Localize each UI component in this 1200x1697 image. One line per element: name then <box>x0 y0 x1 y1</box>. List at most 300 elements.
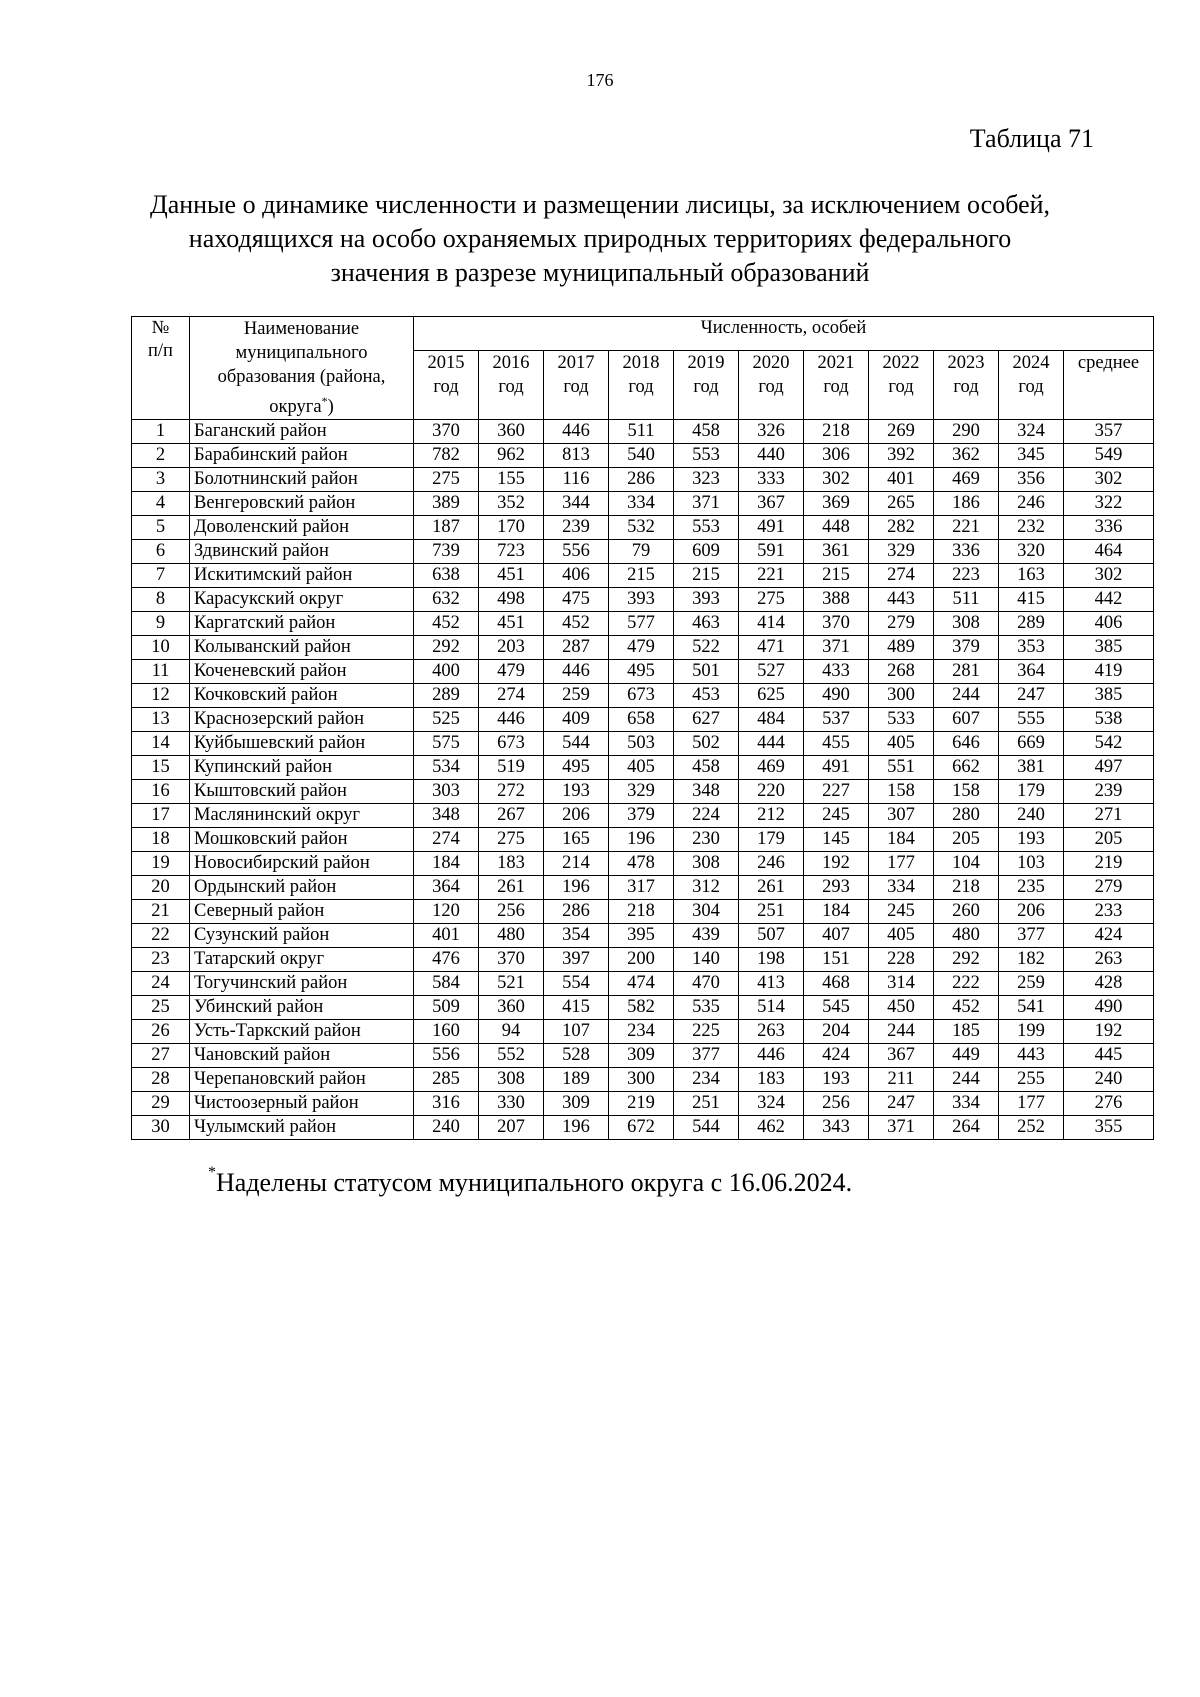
row-year-value: 300 <box>869 684 934 708</box>
row-average-value: 205 <box>1064 828 1154 852</box>
row-average-value: 542 <box>1064 732 1154 756</box>
row-district-name: Тогучинский район <box>190 972 414 996</box>
row-year-value: 468 <box>804 972 869 996</box>
row-year-value: 409 <box>544 708 609 732</box>
row-year-value: 511 <box>609 420 674 444</box>
row-year-value: 545 <box>804 996 869 1020</box>
row-year-value: 275 <box>739 588 804 612</box>
row-year-value: 193 <box>999 828 1064 852</box>
row-average-value: 276 <box>1064 1092 1154 1116</box>
row-year-value: 392 <box>869 444 934 468</box>
row-number: 9 <box>132 612 190 636</box>
row-year-value: 246 <box>999 492 1064 516</box>
header-year-2015 <box>414 350 479 419</box>
row-year-value: 528 <box>544 1044 609 1068</box>
row-district-name: Колыванский район <box>190 636 414 660</box>
row-year-value: 304 <box>674 900 739 924</box>
row-year-value: 274 <box>414 828 479 852</box>
row-year-value: 555 <box>999 708 1064 732</box>
table-row <box>132 852 1154 876</box>
table-row <box>132 1044 1154 1068</box>
header-average: среднее <box>1064 350 1154 419</box>
row-year-value: 452 <box>544 612 609 636</box>
header-name-line-3: образования (района, <box>217 367 386 387</box>
row-year-value: 256 <box>479 900 544 924</box>
row-average-value: 355 <box>1064 1116 1154 1140</box>
table-row <box>132 1092 1154 1116</box>
row-year-value: 551 <box>869 756 934 780</box>
row-year-value: 446 <box>544 420 609 444</box>
row-year-value: 369 <box>804 492 869 516</box>
row-year-value: 158 <box>934 780 999 804</box>
row-year-value: 187 <box>414 516 479 540</box>
table-row <box>132 924 1154 948</box>
table-row <box>132 564 1154 588</box>
table-row <box>132 996 1154 1020</box>
row-year-value: 275 <box>479 828 544 852</box>
row-year-value: 185 <box>934 1020 999 1044</box>
row-year-value: 334 <box>869 876 934 900</box>
table-row <box>132 1068 1154 1092</box>
row-year-value: 354 <box>544 924 609 948</box>
row-year-value: 627 <box>674 708 739 732</box>
table-row <box>132 900 1154 924</box>
row-district-name: Татарский округ <box>190 948 414 972</box>
header-year-2024 <box>999 350 1064 419</box>
row-year-value: 424 <box>804 1044 869 1068</box>
row-year-value: 183 <box>739 1068 804 1092</box>
row-year-value: 177 <box>869 852 934 876</box>
row-year-value: 379 <box>934 636 999 660</box>
row-year-value: 470 <box>674 972 739 996</box>
row-year-value: 469 <box>934 468 999 492</box>
row-year-value: 205 <box>934 828 999 852</box>
row-year-value: 525 <box>414 708 479 732</box>
row-number: 22 <box>132 924 190 948</box>
table-row <box>132 828 1154 852</box>
row-year-value: 584 <box>414 972 479 996</box>
row-district-name: Усть-Таркский район <box>190 1020 414 1044</box>
row-year-value: 519 <box>479 756 544 780</box>
row-year-value: 317 <box>609 876 674 900</box>
row-year-value: 292 <box>934 948 999 972</box>
header-year-unit: год <box>1018 376 1044 397</box>
row-district-name: Искитимский район <box>190 564 414 588</box>
row-year-value: 212 <box>739 804 804 828</box>
row-year-value: 400 <box>414 660 479 684</box>
row-year-value: 491 <box>804 756 869 780</box>
row-year-value: 218 <box>934 876 999 900</box>
row-average-value: 322 <box>1064 492 1154 516</box>
footnote <box>208 1164 853 1198</box>
row-year-value: 160 <box>414 1020 479 1044</box>
row-year-value: 554 <box>544 972 609 996</box>
row-year-value: 453 <box>674 684 739 708</box>
row-year-value: 215 <box>609 564 674 588</box>
row-district-name: Коченевский район <box>190 660 414 684</box>
row-district-name: Мошковский район <box>190 828 414 852</box>
row-average-value: 549 <box>1064 444 1154 468</box>
row-year-value: 274 <box>869 564 934 588</box>
row-year-value: 79 <box>609 540 674 564</box>
header-year-2017 <box>544 350 609 419</box>
row-year-value: 360 <box>479 420 544 444</box>
row-year-value: 501 <box>674 660 739 684</box>
row-year-value: 196 <box>609 828 674 852</box>
row-year-value: 255 <box>999 1068 1064 1092</box>
row-year-value: 533 <box>869 708 934 732</box>
row-year-value: 204 <box>804 1020 869 1044</box>
table-row <box>132 780 1154 804</box>
row-year-value: 511 <box>934 588 999 612</box>
row-year-value: 484 <box>739 708 804 732</box>
row-year-value: 104 <box>934 852 999 876</box>
row-year-value: 395 <box>609 924 674 948</box>
row-year-value: 218 <box>609 900 674 924</box>
table-row <box>132 948 1154 972</box>
row-year-value: 203 <box>479 636 544 660</box>
row-number: 12 <box>132 684 190 708</box>
header-year-value: 2018 <box>622 352 660 373</box>
row-district-name: Венгеровский район <box>190 492 414 516</box>
row-year-value: 182 <box>999 948 1064 972</box>
row-year-value: 364 <box>999 660 1064 684</box>
row-year-value: 632 <box>414 588 479 612</box>
row-average-value: 464 <box>1064 540 1154 564</box>
row-year-value: 192 <box>804 852 869 876</box>
row-year-value: 556 <box>544 540 609 564</box>
title-line-2: находящихся на особо охраняемых природных территориях федерального <box>188 224 1012 253</box>
row-year-value: 308 <box>934 612 999 636</box>
row-district-name: Кочковский район <box>190 684 414 708</box>
row-year-value: 371 <box>674 492 739 516</box>
row-average-value: 385 <box>1064 684 1154 708</box>
row-number: 23 <box>132 948 190 972</box>
row-district-name: Маслянинский округ <box>190 804 414 828</box>
row-year-value: 282 <box>869 516 934 540</box>
table-body <box>132 420 1154 1140</box>
row-year-value: 490 <box>804 684 869 708</box>
row-number: 14 <box>132 732 190 756</box>
row-year-value: 170 <box>479 516 544 540</box>
row-year-value: 367 <box>869 1044 934 1068</box>
row-year-value: 360 <box>479 996 544 1020</box>
row-year-value: 673 <box>609 684 674 708</box>
row-year-value: 541 <box>999 996 1064 1020</box>
row-year-value: 527 <box>739 660 804 684</box>
table-row <box>132 1020 1154 1044</box>
table-row <box>132 660 1154 684</box>
row-year-value: 281 <box>934 660 999 684</box>
row-year-value: 308 <box>479 1068 544 1092</box>
row-year-value: 540 <box>609 444 674 468</box>
row-number: 1 <box>132 420 190 444</box>
row-year-value: 451 <box>479 564 544 588</box>
row-year-value: 476 <box>414 948 479 972</box>
row-year-value: 196 <box>544 1116 609 1140</box>
title-line-1: Данные о динамике численности и размещении лисицы, за исключением особей, <box>149 190 1051 219</box>
row-year-value: 155 <box>479 468 544 492</box>
row-number: 30 <box>132 1116 190 1140</box>
row-year-value: 462 <box>739 1116 804 1140</box>
row-year-value: 251 <box>739 900 804 924</box>
row-year-value: 326 <box>739 420 804 444</box>
row-district-name: Купинский район <box>190 756 414 780</box>
row-year-value: 458 <box>674 756 739 780</box>
row-year-value: 336 <box>934 540 999 564</box>
row-year-value: 463 <box>674 612 739 636</box>
header-name-line-2: муниципального <box>235 343 368 363</box>
header-year-unit: год <box>758 376 784 397</box>
row-number: 25 <box>132 996 190 1020</box>
header-number-line-1: № <box>151 318 170 338</box>
header-year-value: 2015 <box>427 352 465 373</box>
row-year-value: 116 <box>544 468 609 492</box>
row-year-value: 244 <box>934 1068 999 1092</box>
row-year-value: 591 <box>739 540 804 564</box>
row-district-name: Болотнинский район <box>190 468 414 492</box>
table-row <box>132 876 1154 900</box>
row-year-value: 186 <box>934 492 999 516</box>
row-year-value: 309 <box>544 1092 609 1116</box>
header-year-2018 <box>609 350 674 419</box>
row-average-value: 428 <box>1064 972 1154 996</box>
row-year-value: 300 <box>609 1068 674 1092</box>
row-number: 20 <box>132 876 190 900</box>
row-year-value: 259 <box>999 972 1064 996</box>
row-year-value: 367 <box>739 492 804 516</box>
row-year-value: 285 <box>414 1068 479 1092</box>
row-year-value: 479 <box>609 636 674 660</box>
row-year-value: 265 <box>869 492 934 516</box>
row-year-value: 646 <box>934 732 999 756</box>
row-year-value: 553 <box>674 444 739 468</box>
row-year-value: 261 <box>479 876 544 900</box>
row-year-value: 495 <box>544 756 609 780</box>
row-district-name: Здвинский район <box>190 540 414 564</box>
row-year-value: 393 <box>609 588 674 612</box>
row-number: 16 <box>132 780 190 804</box>
table-row <box>132 684 1154 708</box>
row-year-value: 514 <box>739 996 804 1020</box>
row-year-value: 502 <box>674 732 739 756</box>
row-year-value: 449 <box>934 1044 999 1068</box>
row-year-value: 401 <box>414 924 479 948</box>
row-year-value: 450 <box>869 996 934 1020</box>
row-district-name: Убинский район <box>190 996 414 1020</box>
row-year-value: 189 <box>544 1068 609 1092</box>
row-average-value: 240 <box>1064 1068 1154 1092</box>
header-year-value: 2016 <box>492 352 530 373</box>
row-average-value: 445 <box>1064 1044 1154 1068</box>
row-number: 7 <box>132 564 190 588</box>
row-average-value: 419 <box>1064 660 1154 684</box>
row-year-value: 215 <box>804 564 869 588</box>
row-year-value: 522 <box>674 636 739 660</box>
row-year-value: 362 <box>934 444 999 468</box>
row-year-value: 739 <box>414 540 479 564</box>
header-number <box>132 317 190 420</box>
row-year-value: 232 <box>999 516 1064 540</box>
row-year-value: 495 <box>609 660 674 684</box>
row-year-value: 227 <box>804 780 869 804</box>
row-year-value: 446 <box>479 708 544 732</box>
row-year-value: 364 <box>414 876 479 900</box>
row-year-value: 329 <box>609 780 674 804</box>
row-number: 24 <box>132 972 190 996</box>
row-year-value: 556 <box>414 1044 479 1068</box>
row-year-value: 218 <box>804 420 869 444</box>
table-row <box>132 732 1154 756</box>
row-year-value: 103 <box>999 852 1064 876</box>
row-year-value: 353 <box>999 636 1064 660</box>
row-year-value: 206 <box>999 900 1064 924</box>
row-year-value: 314 <box>869 972 934 996</box>
row-year-value: 381 <box>999 756 1064 780</box>
row-average-value: 302 <box>1064 564 1154 588</box>
row-year-value: 286 <box>544 900 609 924</box>
row-year-value: 287 <box>544 636 609 660</box>
row-year-value: 448 <box>804 516 869 540</box>
row-year-value: 260 <box>934 900 999 924</box>
row-year-value: 145 <box>804 828 869 852</box>
row-average-value: 271 <box>1064 804 1154 828</box>
row-year-value: 451 <box>479 612 544 636</box>
row-year-value: 286 <box>609 468 674 492</box>
row-district-name: Чулымский район <box>190 1116 414 1140</box>
header-year-value: 2019 <box>687 352 725 373</box>
table-row <box>132 708 1154 732</box>
row-year-value: 352 <box>479 492 544 516</box>
row-year-value: 290 <box>934 420 999 444</box>
header-year-unit: год <box>433 376 459 397</box>
row-year-value: 507 <box>739 924 804 948</box>
row-year-value: 658 <box>609 708 674 732</box>
row-year-value: 256 <box>804 1092 869 1116</box>
row-year-value: 289 <box>999 612 1064 636</box>
row-year-value: 480 <box>934 924 999 948</box>
header-name-footnote-mark: * <box>321 394 328 408</box>
row-year-value: 206 <box>544 804 609 828</box>
row-year-value: 235 <box>999 876 1064 900</box>
row-average-value: 424 <box>1064 924 1154 948</box>
row-year-value: 414 <box>739 612 804 636</box>
row-average-value: 279 <box>1064 876 1154 900</box>
row-average-value: 385 <box>1064 636 1154 660</box>
row-year-value: 669 <box>999 732 1064 756</box>
table-row <box>132 636 1154 660</box>
row-year-value: 415 <box>544 996 609 1020</box>
row-number: 15 <box>132 756 190 780</box>
row-year-value: 225 <box>674 1020 739 1044</box>
row-year-value: 406 <box>544 564 609 588</box>
row-year-value: 333 <box>739 468 804 492</box>
row-year-value: 433 <box>804 660 869 684</box>
footnote-text: Наделены статусом муниципального округа с 16.06.2024. <box>216 1168 853 1197</box>
row-average-value: 233 <box>1064 900 1154 924</box>
row-year-value: 211 <box>869 1068 934 1092</box>
row-average-value: 538 <box>1064 708 1154 732</box>
row-year-value: 662 <box>934 756 999 780</box>
row-year-value: 223 <box>934 564 999 588</box>
footnote-mark: * <box>208 1164 216 1181</box>
row-number: 27 <box>132 1044 190 1068</box>
header-year-unit: год <box>628 376 654 397</box>
row-year-value: 452 <box>414 612 479 636</box>
table-row <box>132 588 1154 612</box>
header-number-line-2: п/п <box>148 341 173 361</box>
header-year-value: 2021 <box>817 352 855 373</box>
header-year-value: 2024 <box>1012 352 1050 373</box>
title-line-3: значения в разрезе муниципальный образований <box>330 258 870 287</box>
row-district-name: Куйбышевский район <box>190 732 414 756</box>
row-year-value: 220 <box>739 780 804 804</box>
row-district-name: Кыштовский район <box>190 780 414 804</box>
table-row <box>132 612 1154 636</box>
row-year-value: 479 <box>479 660 544 684</box>
header-year-unit: год <box>498 376 524 397</box>
row-average-value: 239 <box>1064 780 1154 804</box>
row-year-value: 184 <box>869 828 934 852</box>
table-row <box>132 804 1154 828</box>
row-year-value: 263 <box>739 1020 804 1044</box>
row-year-value: 489 <box>869 636 934 660</box>
row-number: 19 <box>132 852 190 876</box>
table-row <box>132 756 1154 780</box>
header-name-line-4: округа <box>269 397 322 418</box>
row-year-value: 348 <box>674 780 739 804</box>
row-year-value: 274 <box>479 684 544 708</box>
row-number: 28 <box>132 1068 190 1092</box>
row-number: 8 <box>132 588 190 612</box>
row-year-value: 371 <box>804 636 869 660</box>
row-year-value: 292 <box>414 636 479 660</box>
row-year-value: 480 <box>479 924 544 948</box>
row-year-value: 813 <box>544 444 609 468</box>
row-year-value: 334 <box>609 492 674 516</box>
row-district-name: Северный район <box>190 900 414 924</box>
row-year-value: 388 <box>804 588 869 612</box>
row-year-value: 544 <box>544 732 609 756</box>
row-year-value: 723 <box>479 540 544 564</box>
row-year-value: 498 <box>479 588 544 612</box>
row-number: 17 <box>132 804 190 828</box>
population-table <box>131 316 1154 1140</box>
row-year-value: 370 <box>479 948 544 972</box>
row-year-value: 177 <box>999 1092 1064 1116</box>
row-district-name: Краснозерский район <box>190 708 414 732</box>
row-year-value: 413 <box>739 972 804 996</box>
row-year-value: 289 <box>414 684 479 708</box>
row-average-value: 336 <box>1064 516 1154 540</box>
row-year-value: 475 <box>544 588 609 612</box>
row-year-value: 215 <box>674 564 739 588</box>
table-row <box>132 444 1154 468</box>
row-year-value: 246 <box>739 852 804 876</box>
row-year-value: 163 <box>999 564 1064 588</box>
table-row <box>132 492 1154 516</box>
header-year-value: 2020 <box>752 352 790 373</box>
row-year-value: 312 <box>674 876 739 900</box>
row-average-value: 302 <box>1064 468 1154 492</box>
row-year-value: 165 <box>544 828 609 852</box>
header-group: Численность, особей <box>414 317 1154 351</box>
table-row <box>132 540 1154 564</box>
row-year-value: 609 <box>674 540 739 564</box>
header-year-value: 2017 <box>557 352 595 373</box>
row-year-value: 521 <box>479 972 544 996</box>
row-year-value: 407 <box>804 924 869 948</box>
